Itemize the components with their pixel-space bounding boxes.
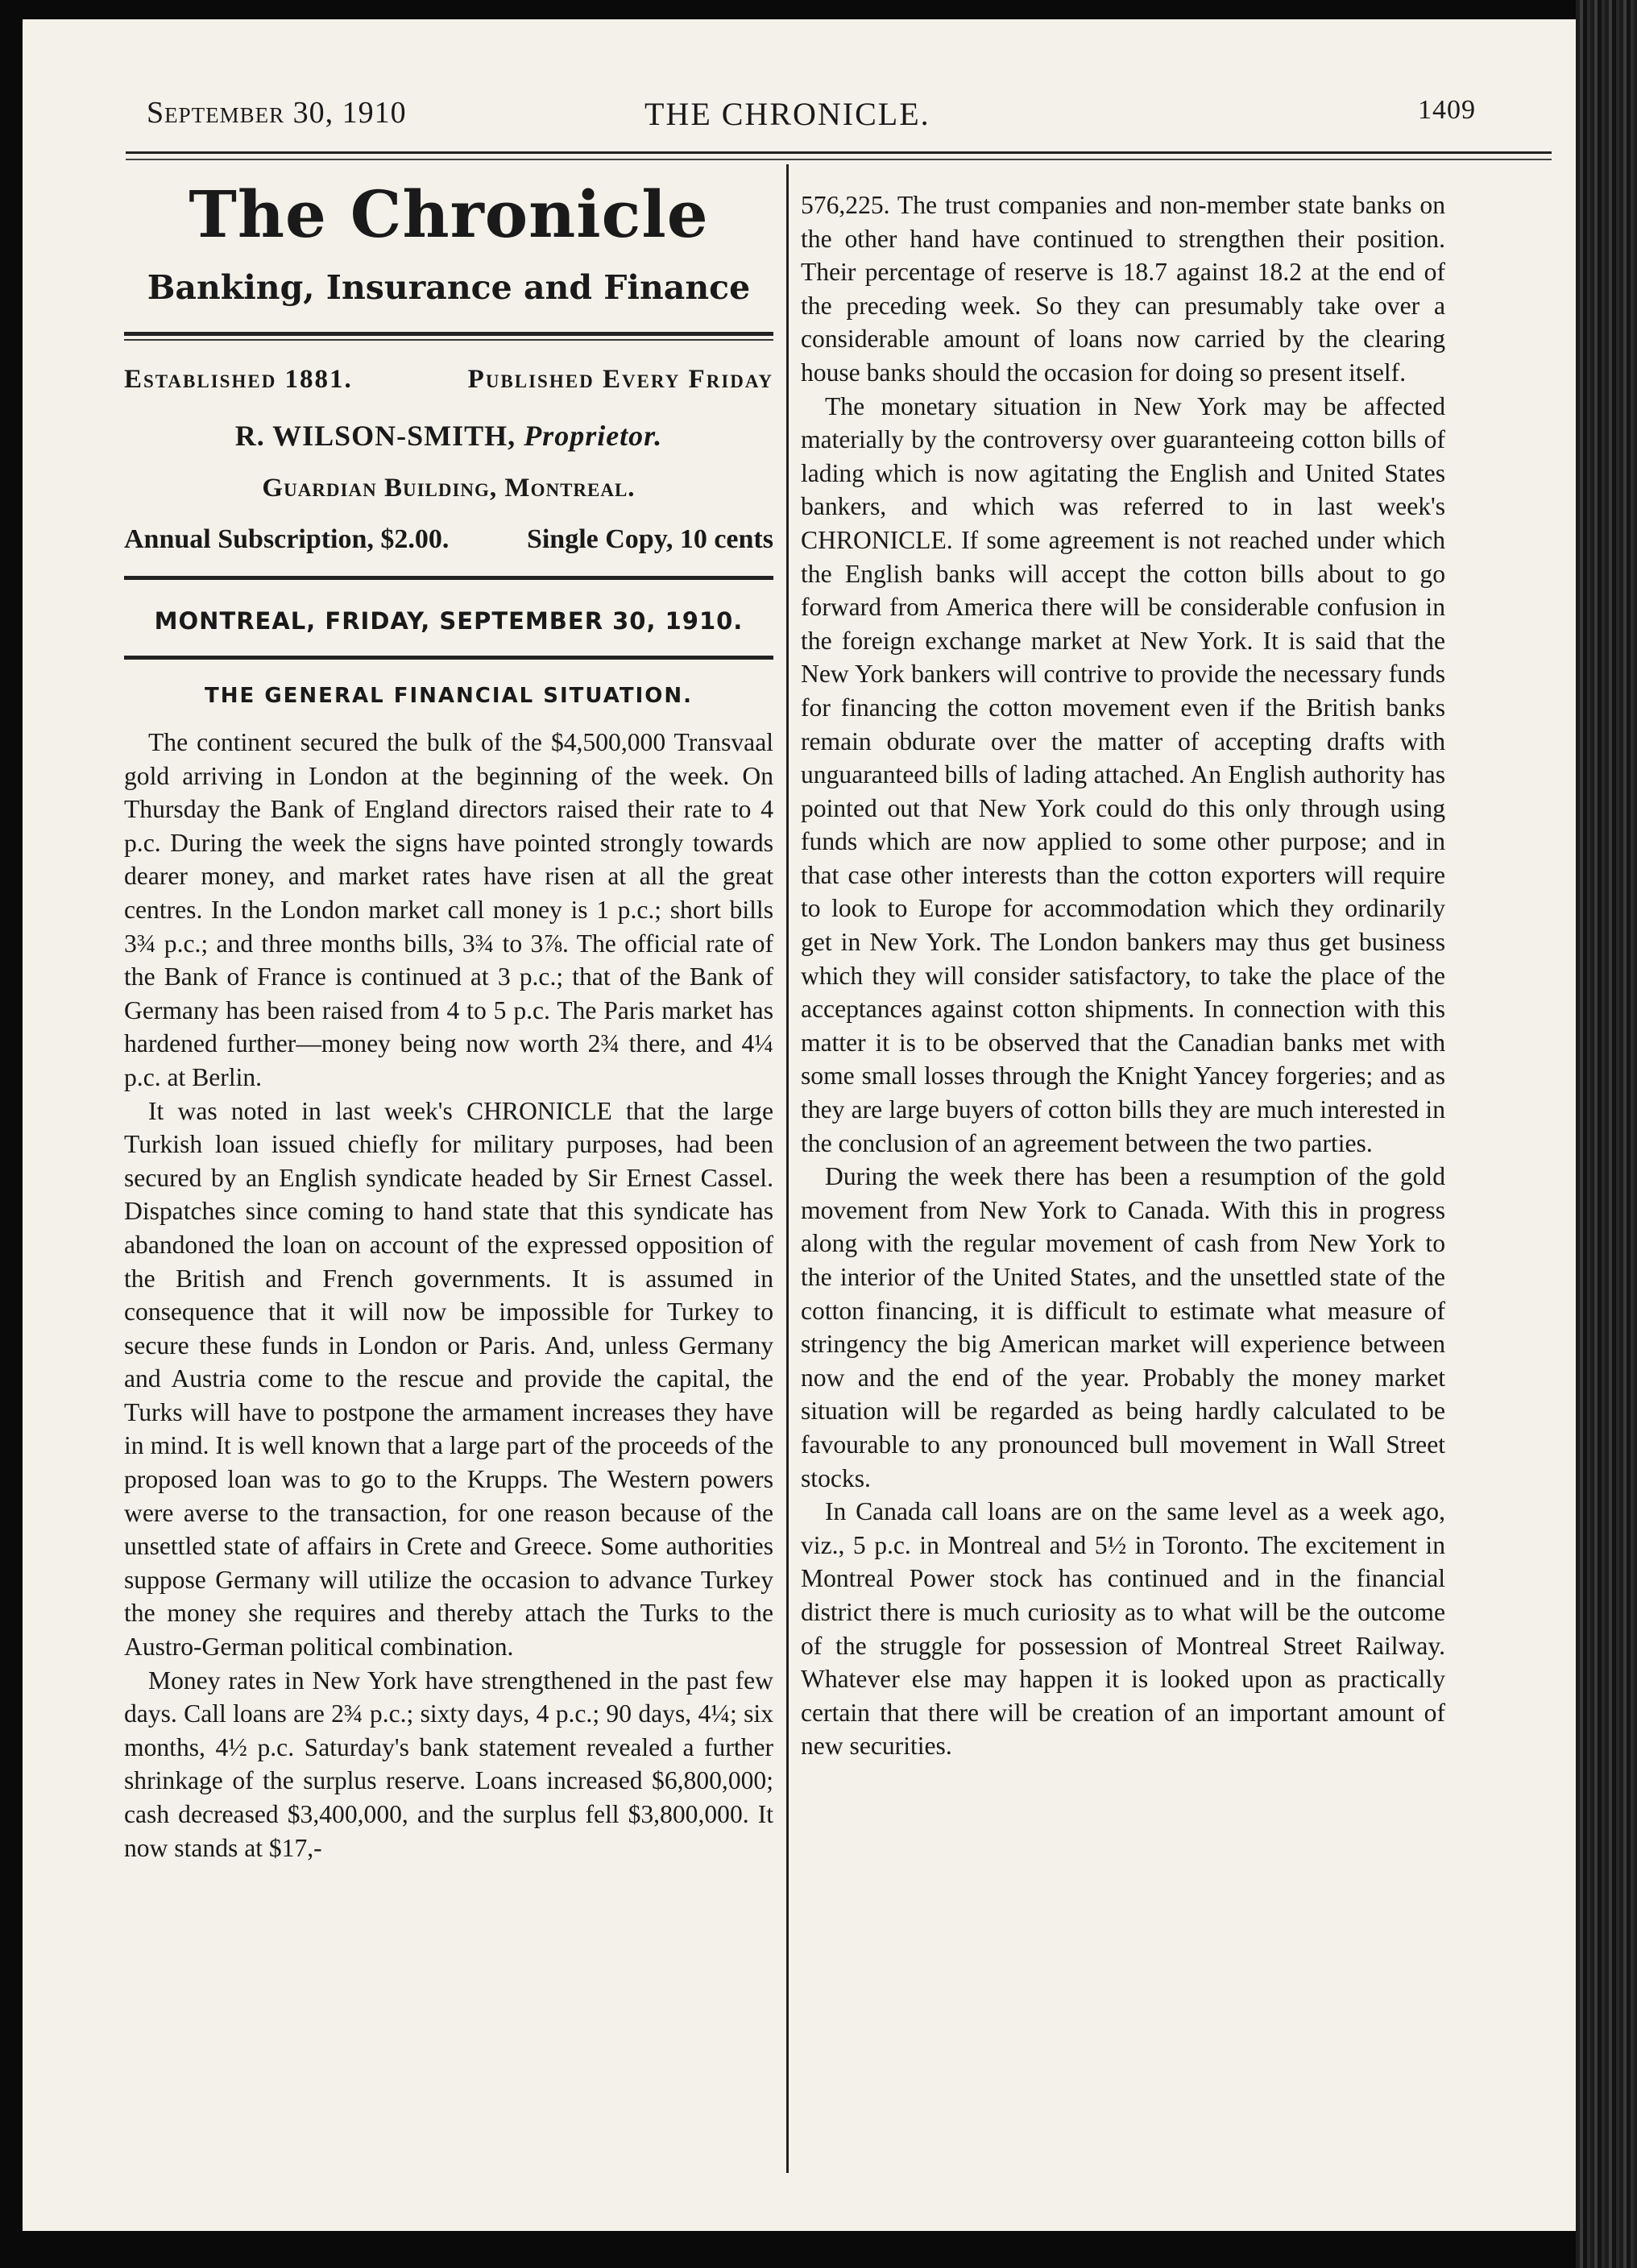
dateline-rule-top [124,576,773,580]
office-address: Guardian Building, Montreal. [262,474,636,503]
published-text: Published Every Friday [467,365,773,394]
left-column [124,164,773,1864]
article-paragraph [124,1664,773,1865]
paragraph-text: The monetary situation in New York may be affected materially by the controversy over guaranteeing cotton bills of lading which is now agitating the English and United States bankers, and which was referred to in last week's CHRONICLE. If some agreement is not reached under which the English banks will accept the cotton bills about to go forward from America there will be considerable confusion in the foreign exchange market at New York. It is said that the New York bankers will contrive to provide the necessary funds for financing the cotton movement even if the British banks remain obdurate over the matter of accepting drafts with unguaranteed bills of lading attached. An English authority has pointed out that New York could do this only through using funds which are now applied to some other purpose; and in that case other interests than the cotton exporters will require to look to Europe for accommodation which they ordinarily get in New York. The London bankers may thus get business which they will consider satisfactory, to take the place of the acceptances against cotton shipments. In connection with this matter it is to be observed that the Canadian banks met with some small losses through the Knight Yancey forgeries; and as they are large buyers of cotton bills they are much interested in the conclusion of an agreement between the two parties. [801,391,1445,1157]
paragraph-text: 576,225. The trust companies and non-member state banks on the other hand have continued to strengthen their position. Their percentage of reserve is 18.7 against 18.2 at the end of the preceding week. So they can presumably take over a considerable amount of loans now carried by the clearing house banks should the occasion for doing so present itself. [801,191,1445,387]
column-divider [786,164,789,2173]
annual-subscription: Annual Subscription, $2.00. [124,524,450,554]
page-edge-binding [1576,0,1637,2268]
article-paragraph [801,1495,1445,1763]
masthead-title: The Chronicle [189,176,709,252]
paragraph-text: It was noted in last week's CHRONICLE that the large Turkish loan issued chiefly for military purposes, had been secured by an English syndicate headed by Sir Ernest Cassel. Dispatches since coming to hand state that this syndicate has abandoned the loan on account of the expressed opposition of the British and French governments. It is assumed in consequence that it will now be impossible for Turkey to secure these funds in London or Paris. And, unless Germany and Austria come to the rescue and provide the capital, the Turks will have to postpone the armament increases they have in mind. It is well known that a large part of the proceeds of the proposed loan was to go to the Krupps. The Western powers were averse to the transaction, for one reason because of the unsettled state of affairs in Crete and Greece. Some authorities suppose Germany will utilize the occasion to advance Turkey the money she requires and thereby attach the Turks to the Austro-German political combination. [124,1096,773,1662]
article-paragraph [124,726,773,1095]
right-column [801,188,1445,1763]
dateline: MONTREAL, FRIDAY, SEPTEMBER 30, 1910. [154,607,744,635]
masthead-rule-thin [124,339,773,341]
article-paragraph [124,1095,773,1664]
paragraph-text: The continent secured the bulk of the $4,500,000 Transvaal gold arriving in London at the beginning of the week. On Thursday the Bank of England directors raised their rate to 4 p.c. During the week the signs have pointed strongly towards dearer money, and market rates have risen at all the great centres. In the London market call money is 1 p.c.; short bills 3¾ p.c.; and three months bills, 3¾ to 3⅞. The official rate of the Bank of France is continued at 3 p.c.; that of the Bank of Germany has been raised from 4 to 5 p.c. The Paris market has hardened further—money being now worth 2¾ there, and 4¼ p.c. at Berlin. [124,728,773,1091]
single-copy-price: Single Copy, 10 cents [526,524,773,554]
masthead-rule [124,332,773,336]
running-head-date: September 30, 1910 [147,96,407,130]
article-left-text [124,726,773,1864]
established-text: Established 1881. [124,365,353,394]
publication-info [124,365,773,395]
subscription-line [124,524,773,555]
newspaper-page [23,19,1576,2231]
article-paragraph [801,188,1445,390]
paragraph-text: Money rates in New York have strengthened in the past few days. Call loans are 2¾ p.c.; sixty days, 4 p.c.; 90 days, 4¼; six months, 4½ p.c. Saturday's bank statement revealed a further shrinkage of the surplus reserve. Loans increased $6,800,000; cash decreased $3,400,000, and the surplus fell $3,800,000. It now stands at $17,- [124,1666,773,1862]
article-paragraph [801,1160,1445,1495]
proprietor-role: Proprietor. [524,420,663,452]
page-number: 1409 [1418,95,1476,125]
running-head [122,95,1540,135]
proprietor-name: R. WILSON-SMITH, [234,420,516,452]
dateline-rule-bottom [124,656,773,660]
masthead-subtitle: Banking, Insurance and Finance [147,268,751,307]
article-paragraph [801,390,1445,1161]
paragraph-text: During the week there has been a resumption of the gold movement from New York to Canada. With this in progress along with the regular movement of cash from New York to the interior of the United States, and the unsettled state of the cotton financing, it is difficult to estimate what measure of stringency the big American market will experience between now and the end of the year. Probably the money market situation will be regarded as being hardly calculated to be favourable to any pronounced bull movement in Wall Street stocks. [801,1162,1445,1492]
running-head-title: THE CHRONICLE. [644,96,930,132]
header-rule [126,151,1552,160]
article-title: THE GENERAL FINANCIAL SITUATION. [205,684,693,708]
proprietor-line [124,419,773,453]
paragraph-text: In Canada call loans are on the same level as a week ago, viz., 5 p.c. in Montreal and 5½ in Toronto. The excitement in Montreal Power stock has continued and in the financial district there is much curiosity as to what will be the outcome of the struggle for possession of Montreal Street Railway. Whatever else may happen it is looked upon as practically certain that there will be creation of an important amount of new securities. [801,1497,1445,1761]
